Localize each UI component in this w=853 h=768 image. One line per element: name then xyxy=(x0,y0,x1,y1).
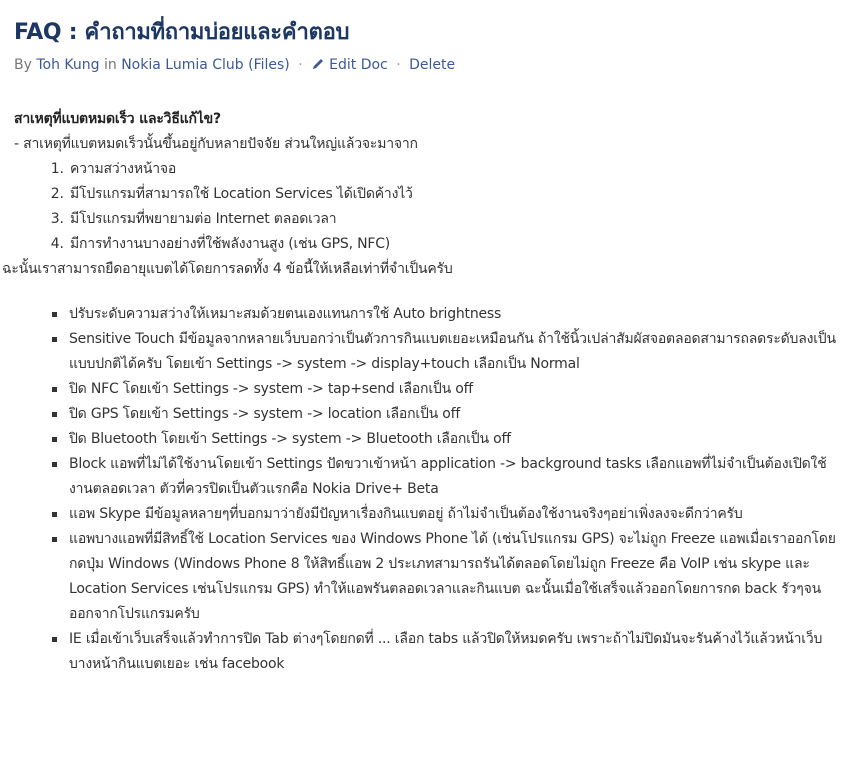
list-item: Sensitive Touch มีข้อมูลจากหลายเว็บบอกว่าเป็นตัวการกินแบตเยอะเหมือนกัน ถ้าใช้นิ้วเปล่าสัมผัสจอตลอดสามารถลดระดับลงเป็นแบบปกติได้ครับ โดยเข้า Settings -> system -> display+touch เลือกเป็น Normal xyxy=(69,327,844,377)
by-label: By xyxy=(14,57,32,73)
list-item: แอพ Skype มีข้อมูลหลายๆที่บอกมาว่ายังมีปัญหาเรื่องกินแบตอยู่ ถ้าไม่จำเป็นต้องใช้งานจริงๆอย่าเพิ่งลงจะดีกว่าครับ xyxy=(69,502,844,527)
list-item: 4. มีการทำงานบางอย่างที่ใช้พลังงานสูง (เช่น GPS, NFC) xyxy=(68,232,844,257)
list-item: 1. ความสว่างหน้าจอ xyxy=(68,157,844,182)
intro-text: - สาเหตุที่แบตหมดเร็วนั้นขึ้นอยู่กับหลายปัจจัย ส่วนใหญ่แล้วจะมาจาก xyxy=(14,136,418,152)
list-item: แอพบางแอพที่มีสิทธิ์ใช้ Location Services ของ Windows Phone ได้ (เช่นโปรแกรม GPS) จะไม่ถูก Freeze แอพเมื่อเราออกโดยกดปุ่ม Windows (Windows Phone 8 ให้สิทธิ์แอพ 2 ประเภทสามารถรันได้ตลอดโดยไม่ถูก Freeze คือ VoIP เช่น skype และ Location Services เช่นโปรแกรม GPS) ทำให้แอพรันตลอดเวลาและกินแบต ฉะนั้นเมื่อใช้เสร็จแล้วออกโดยการกด back รัวๆจนออกจากโปรแกรมครับ xyxy=(69,527,844,627)
tips-list xyxy=(14,302,844,677)
list-item: ปิด GPS โดยเข้า Settings -> system -> location เลือกเป็น off xyxy=(69,402,844,427)
meta-separator: · xyxy=(298,57,303,73)
doc-page xyxy=(2,18,844,677)
doc-meta xyxy=(14,55,844,77)
author-link[interactable]: Toh Kung xyxy=(36,57,100,73)
list-item: ปิด NFC โดยเข้า Settings -> system -> tap+send เลือกเป็น off xyxy=(69,377,844,402)
causes-list xyxy=(14,157,844,257)
list-item: IE เมื่อเข้าเว็บเสร็จแล้วทำการปิด Tab ต่างๆโดยกดที่ ... เลือก tabs แล้วปิดให้หมดครับ เพราะถ้าไม่ปิดมันจะรันค้างไว้แล้วหน้าเว็บบางหน้ากินแบตเยอะ เช่น facebook xyxy=(69,627,844,677)
list-item: ปิด Bluetooth โดยเข้า Settings -> system -> Bluetooth เลือกเป็น off xyxy=(69,427,844,452)
edit-doc-link[interactable] xyxy=(311,57,388,73)
group-link[interactable]: Nokia Lumia Club (Files) xyxy=(121,57,290,73)
doc-title: FAQ : คำถามที่ถามบ่อยและคำตอบ xyxy=(14,20,350,45)
list-item: Block แอพที่ไม่ได้ใช้งานโดยเข้า Settings ปัดขวาเข้าหน้า application -> background tasks เลือกแอพที่ไม่จำเป็นต้องเปิดใช้งานตลอดเวลา ตัวที่ควรปิดเป็นตัวแรกคือ Nokia Drive+ Beta xyxy=(69,452,844,502)
meta-separator-2: · xyxy=(396,57,401,73)
list-item: 3. มีโปรแกรมที่พยายามต่อ Internet ตลอดเวลา xyxy=(68,207,844,232)
pencil-icon xyxy=(311,57,325,77)
list-item: ปรับระดับความสว่างให้เหมาะสมด้วยตนเองแทนการใช้ Auto brightness xyxy=(69,302,844,327)
list-item: 2. มีโปรแกรมที่สามารถใช้ Location Services ได้เปิดค้างไว้ xyxy=(68,182,844,207)
in-label: in xyxy=(103,57,117,73)
delete-link[interactable]: Delete xyxy=(409,57,456,73)
summary-text: ฉะนั้นเราสามารถยืดอายุแบตได้โดยการลดทั้ง 4 ข้อนี้ให้เหลือเท่าที่จำเป็นครับ xyxy=(2,261,453,277)
doc-body xyxy=(2,107,844,677)
section-heading: สาเหตุที่แบตหมดเร็ว และวิธีแก้ไข? xyxy=(14,111,221,127)
edit-doc-label: Edit Doc xyxy=(329,57,388,73)
